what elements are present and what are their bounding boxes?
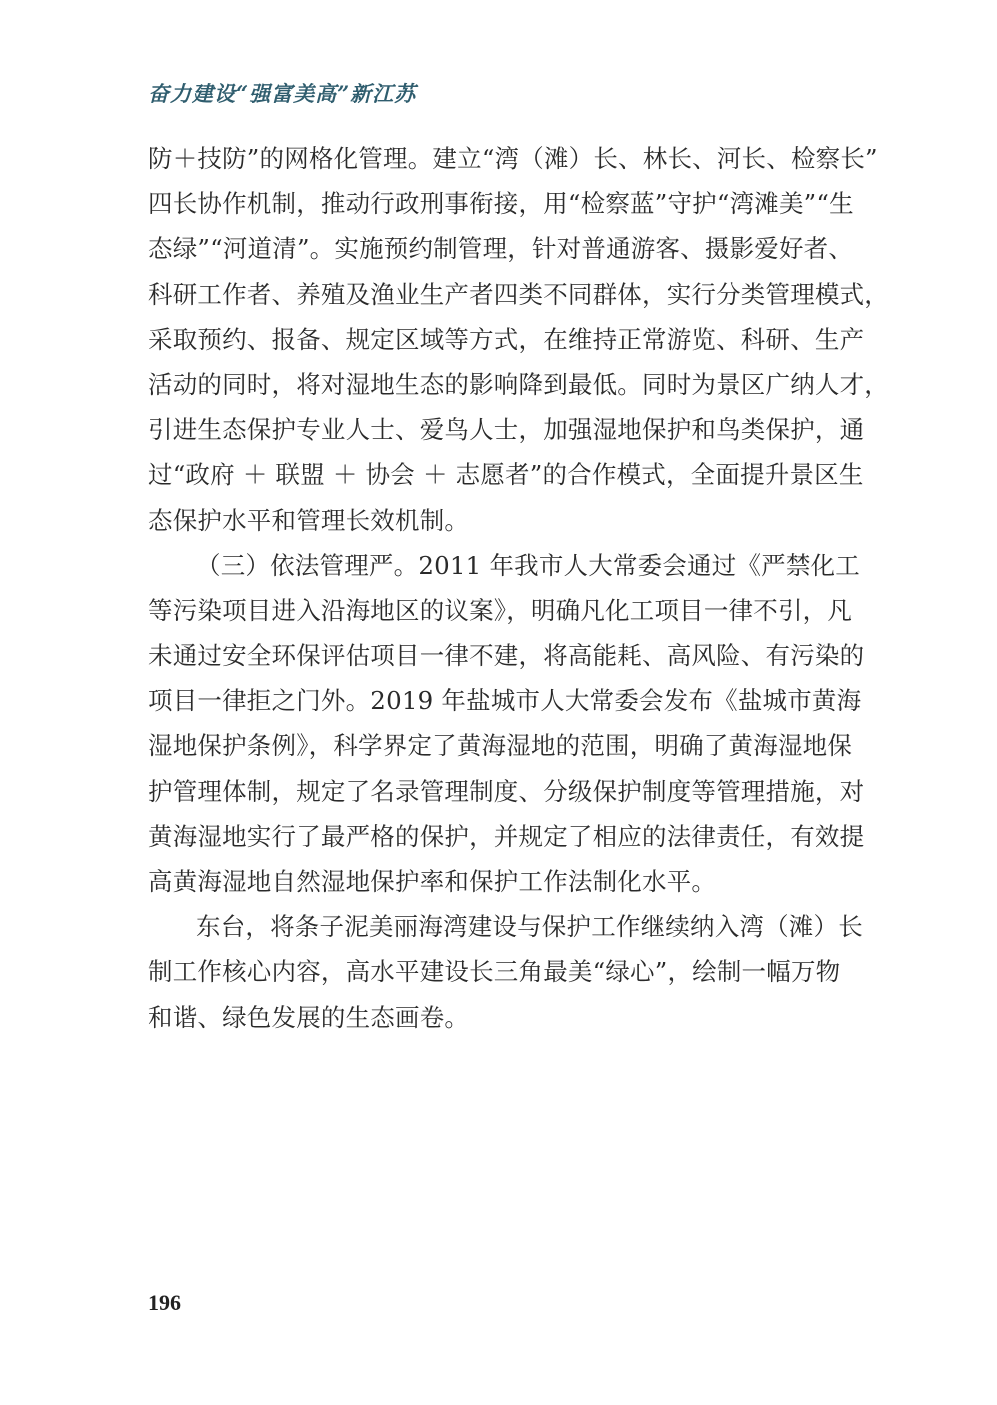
body-text xyxy=(148,136,889,1040)
text-line: 湿地保护条例》，科学界定了黄海湿地的范围，明确了黄海湿地保 xyxy=(148,731,853,761)
text-span: 2011 年我市人大常委会通过《严禁化工 xyxy=(418,550,860,580)
text-line: 东台，将条子泥美丽海湾建设与保护工作继续纳入湾（滩）长 xyxy=(196,912,863,942)
text-line: 高黄海湿地自然湿地保护率和保护工作法制化水平。 xyxy=(148,867,717,896)
text-line: 黄海湿地实行了最严格的保护，并规定了相应的法律责任，有效提 xyxy=(148,821,865,851)
text-line: 态绿”“河道清”。实施预约制管理，针对普通游客、摄影爱好者、 xyxy=(148,234,854,264)
text-line: 项目一律拒之门外。2019 年盐城市人大常委会发布《盐城市黄海 xyxy=(148,686,862,716)
text-line: 采取预约、报备、规定区域等方式，在维持正常游览、科研、生产 xyxy=(148,324,865,354)
section-subheading: （三）依法管理严。 xyxy=(196,550,419,580)
text-line: 等污染项目进入沿海地区的议案》，明确凡化工项目一律不引，凡 xyxy=(148,595,853,625)
text-line: 活动的同时，将对湿地生态的影响降到最低。同时为景区广纳人才， xyxy=(148,369,889,399)
text-line: 防＋技防”的网格化管理。建立“湾（滩）长、林长、河长、检察长” xyxy=(148,144,878,173)
text-line: 护管理体制，规定了名录管理制度、分级保护制度等管理措施，对 xyxy=(148,776,865,806)
text-line: 制工作核心内容，高水平建设长三角最美“绿心”，绘制一幅万物 xyxy=(148,957,841,987)
text-line: 态保护水平和管理长效机制。 xyxy=(148,505,470,535)
text-line: 过“政府 ＋ 联盟 ＋ 协会 ＋ 志愿者”的合作模式，全面提升景区生 xyxy=(148,460,864,490)
page-number: 196 xyxy=(148,1290,181,1315)
text-line xyxy=(148,543,860,588)
text-line: 科研工作者、养殖及渔业生产者四类不同群体，实行分类管理模式， xyxy=(148,279,889,309)
paragraph xyxy=(148,904,863,1040)
paragraph xyxy=(148,543,865,905)
text-line: 和谐、绿色发展的生态画卷。 xyxy=(148,1002,470,1032)
paragraph xyxy=(148,136,889,543)
text-line: 四长协作机制，推动行政刑事衔接，用“检察蓝”守护“湾滩美”“生 xyxy=(148,189,854,219)
text-line: 引进生态保护专业人士、爱鸟人士，加强湿地保护和鸟类保护，通 xyxy=(148,415,865,445)
running-header: 奋力建设“强富美高”新江苏 xyxy=(148,81,417,106)
text-line: 未通过安全环保评估项目一律不建，将高能耗、高风险、有污染的 xyxy=(148,641,865,671)
